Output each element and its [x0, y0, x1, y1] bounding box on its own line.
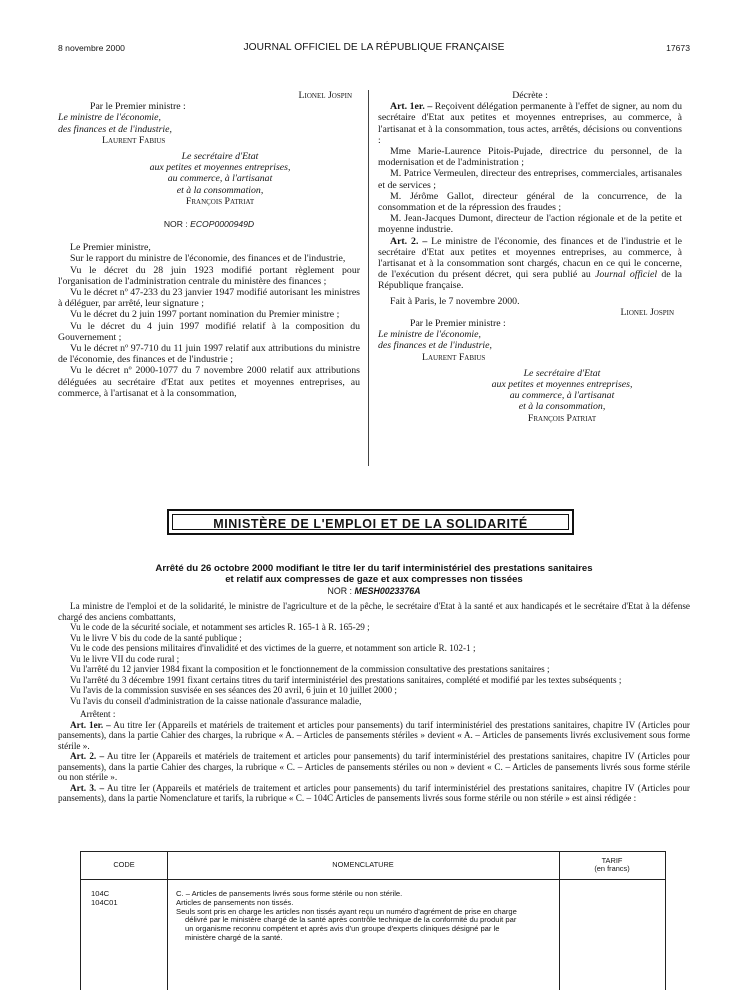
row-code: 104C	[91, 889, 110, 898]
article-1: Art. 1er. – Reçoivent délégation permanente à l'effet de signer, au nom du secrétaire d'Etat aux petites et moyennes entreprises, au commerce, à l'artisanat et à la consommation, tous actes, arrêtés, décisions ou conventions :	[378, 101, 683, 146]
arretent-heading: Arrêtent :	[80, 709, 116, 719]
row-code: 104C01	[91, 897, 118, 907]
column-header-nomenclature: NOMENCLATURE	[332, 860, 394, 869]
paragraph: Vu le décret nº 2000-1077 du 7 novembre 2000 relatif aux attributions déléguées au secrétaire d'Etat aux petites et moyennes entreprises, au commerce, à l'artisanat et à la consommation,	[58, 365, 360, 399]
role-line: des finances et de l'industrie,	[58, 123, 172, 135]
signer-name: Lionel Jospin	[298, 90, 352, 101]
row-text: Articles de pansements non tissés.	[176, 897, 294, 907]
role-line: Le ministre de l'économie,	[58, 112, 161, 124]
role-line: au commerce, à l'artisanat	[509, 390, 615, 402]
header-date: 8 novembre 2000	[58, 43, 125, 53]
role-line: aux petites et moyennes entreprises,	[491, 379, 633, 391]
delegate-item: M. Jérôme Gallot, directeur général de la concurrence, de la consommation et de la répression des fraudes ;	[378, 190, 682, 214]
column-header-code: CODE	[113, 860, 135, 869]
paragraph: Vu le décret du 2 juin 1997 portant nomination du Premier ministre ;	[70, 309, 340, 321]
delegate-item: Mme Marie-Laurence Pitois-Pujade, directrice du personnel, de la modernisation et de l'administration ;	[378, 146, 682, 169]
paragraph: Sur le rapport du ministre de l'économie, des finances et de l'industrie,	[70, 253, 346, 265]
paragraph: Vu le décret nº 47-233 du 23 janvier 1947 modifié autorisant les ministres à déléguer, par arrêté, leur signature ;	[58, 287, 360, 310]
role-line: et à la consommation,	[518, 401, 606, 413]
signer-name: François Patriat	[527, 412, 597, 424]
paragraph: Vu le livre V bis du code de la santé publique ;	[70, 632, 242, 643]
fait-line: Fait à Paris, le 7 novembre 2000.	[390, 295, 520, 307]
article: Art. 1er. – Au titre Ier (Appareils et matériels de traitement et articles pour pansements) du tarif interministériel des prestations sanitaires, chapitre IV (Articles pour pansements), dans la partie Cahier des charges, la rubrique « A. – Articles de pansements stériles » devient « A. – Articles de pansements livrés exclusivement sous forme stérile ».	[58, 719, 690, 751]
table-divider	[81, 879, 665, 880]
role-line: au commerce, à l'artisanat	[167, 173, 273, 185]
column-divider	[368, 90, 369, 466]
article-2: Art. 2. – Le ministre de l'économie, des finances et de l'industrie et le secrétaire d'Etat aux petites et moyennes entreprises, au commerce, à l'artisanat et à la consommation sont chargés, chacun en ce qui le concerne, de l'exécution du présent décret, qui sera publié au Journal officiel de la République française.	[378, 235, 682, 292]
role-line: aux petites et moyennes entreprises,	[149, 162, 291, 174]
delegate-item: M. Jean-Jacques Dumont, directeur de l'action régionale et de la petite et moyenne industrie.	[378, 213, 682, 236]
paragraph: Vu le décret nº 97-710 du 11 juin 1997 relatif aux attributions du ministre de l'économie, des finances et de l'industrie ;	[58, 343, 360, 366]
nor-reference: NOR : ECOP0000949D	[163, 219, 255, 230]
left-paragraphs	[58, 242, 360, 399]
ministry-banner	[167, 509, 574, 535]
role-line: des finances et de l'industrie,	[378, 340, 492, 352]
table-row	[91, 890, 118, 908]
signer-name: Lionel Jospin	[620, 306, 674, 318]
article: Art. 3. – Au titre Ier (Appareils et matériels de traitement et articles pour pansements) du tarif interministériel des prestations sanitaires, chapitre IV (Articles pour pansements), dans la partie Nomenclature et tarifs, la rubrique « C. – 104C Articles de pansements livrés sous forme stérile ou non stérile » est ainsi rédigée :	[58, 782, 690, 803]
signer-name: François Patriat	[185, 195, 255, 207]
delegate-item: M. Patrice Vermeulen, directeur des entreprises, commerciales, artisanales et de services ;	[378, 168, 682, 191]
role-line: Le ministre de l'économie,	[378, 329, 481, 341]
row-text: C. – Articles de pansements livrés sous forme stérile ou non stérile.	[176, 889, 403, 898]
article: Art. 2. – Au titre Ier (Appareils et matériels de traitement et articles pour pansements) du tarif interministériel des prestations sanitaires, chapitre IV (Articles pour pansements), dans la partie Cahier des charges, la rubrique « C. – Articles de pansements stériles ou non » devient « C. – Articles de pansements livrés sous forme stérile ou non stérile ».	[58, 751, 690, 782]
role-line: Le secrétaire d'Etat	[181, 151, 259, 163]
detail-line: délivré par le ministère chargé de la santé après contrôle technique de la conformité du produit par	[185, 915, 517, 925]
table-divider	[167, 852, 168, 990]
journal-title: JOURNAL OFFICIEL DE LA RÉPUBLIQUE FRANÇAISE	[243, 42, 505, 53]
tarif-table	[80, 851, 666, 990]
signer-name: Laurent Fabius	[422, 351, 486, 363]
column-header-tarif: TARIF (en francs)	[594, 856, 630, 874]
right-column	[378, 90, 682, 424]
by-line: Par le Premier ministre :	[90, 101, 186, 113]
detail-line: Seuls sont pris en charge les articles non tissés ayant reçu un numéro d'agrément de prise en charge	[176, 906, 517, 916]
decrete-heading: Décrète :	[512, 90, 548, 101]
table-row	[176, 890, 554, 943]
paragraph: Vu le décret du 28 juin 1923 modifié portant règlement pour l'organisation de l'administration centrale du ministère des finances ;	[58, 264, 360, 287]
left-column	[58, 90, 360, 399]
role-line: Le secrétaire d'Etat	[523, 367, 601, 379]
nor-reference: NOR : MESH0023376A	[327, 586, 421, 596]
arrete-title: Arrêté du 26 octobre 2000 modifiant le titre Ier du tarif interministériel des prestations sanitaires et relatif aux compresses de gaze et aux compresses non tissées	[155, 563, 593, 585]
role-line: et à la consommation,	[176, 184, 264, 196]
paragraph: Vu le décret du 4 juin 1997 modifié relatif à la composition du Gouvernement ;	[58, 320, 360, 343]
ministry-banner-title: MINISTÈRE DE L'EMPLOI ET DE LA SOLIDARITÉ	[213, 517, 528, 531]
arrete-body	[58, 601, 690, 804]
paragraph: Vu le code des pensions militaires d'invalidité et des victimes de la guerre, et notamment son article R. 102-1 ;	[70, 643, 476, 653]
detail-line: ministère chargé de la santé.	[185, 932, 283, 942]
signer-name: Laurent Fabius	[102, 134, 166, 146]
by-line: Par le Premier ministre :	[410, 318, 506, 330]
page-number: 17673	[666, 43, 690, 53]
paragraph: Vu le code de la sécurité sociale, et notamment ses articles R. 165-1 à R. 165-29 ;	[70, 622, 370, 632]
paragraph: Vu le livre VII du code rural ;	[70, 653, 180, 664]
detail-line: un organisme reconnu compétent et après avis d'un groupe d'experts cliniques désigné par le	[185, 924, 500, 934]
paragraph: Vu l'arrêté du 3 décembre 1991 fixant certains titres du tarif interministériel des prestations sanitaires, complété et modifié par les textes subséquents ;	[70, 674, 622, 685]
paragraph: La ministre de l'emploi et de la solidarité, le ministre de l'agriculture et de la pêche, le secrétaire d'Etat à la santé et aux handicapés et le secrétaire d'Etat à la défense chargé des anciens combattants,	[58, 601, 690, 622]
paragraph: Vu l'arrêté du 12 janvier 1984 fixant la composition et le fonctionnement de la commission consultative des prestations sanitaires ;	[70, 664, 550, 674]
paragraph: Vu l'avis du conseil d'administration de la caisse nationale d'assurance maladie,	[70, 695, 362, 706]
paragraph: Vu l'avis de la commission susvisée en ses séances des 20 avril, 6 juin et 10 juillet 2000 ;	[70, 685, 397, 695]
paragraph: Le Premier ministre,	[70, 242, 151, 254]
